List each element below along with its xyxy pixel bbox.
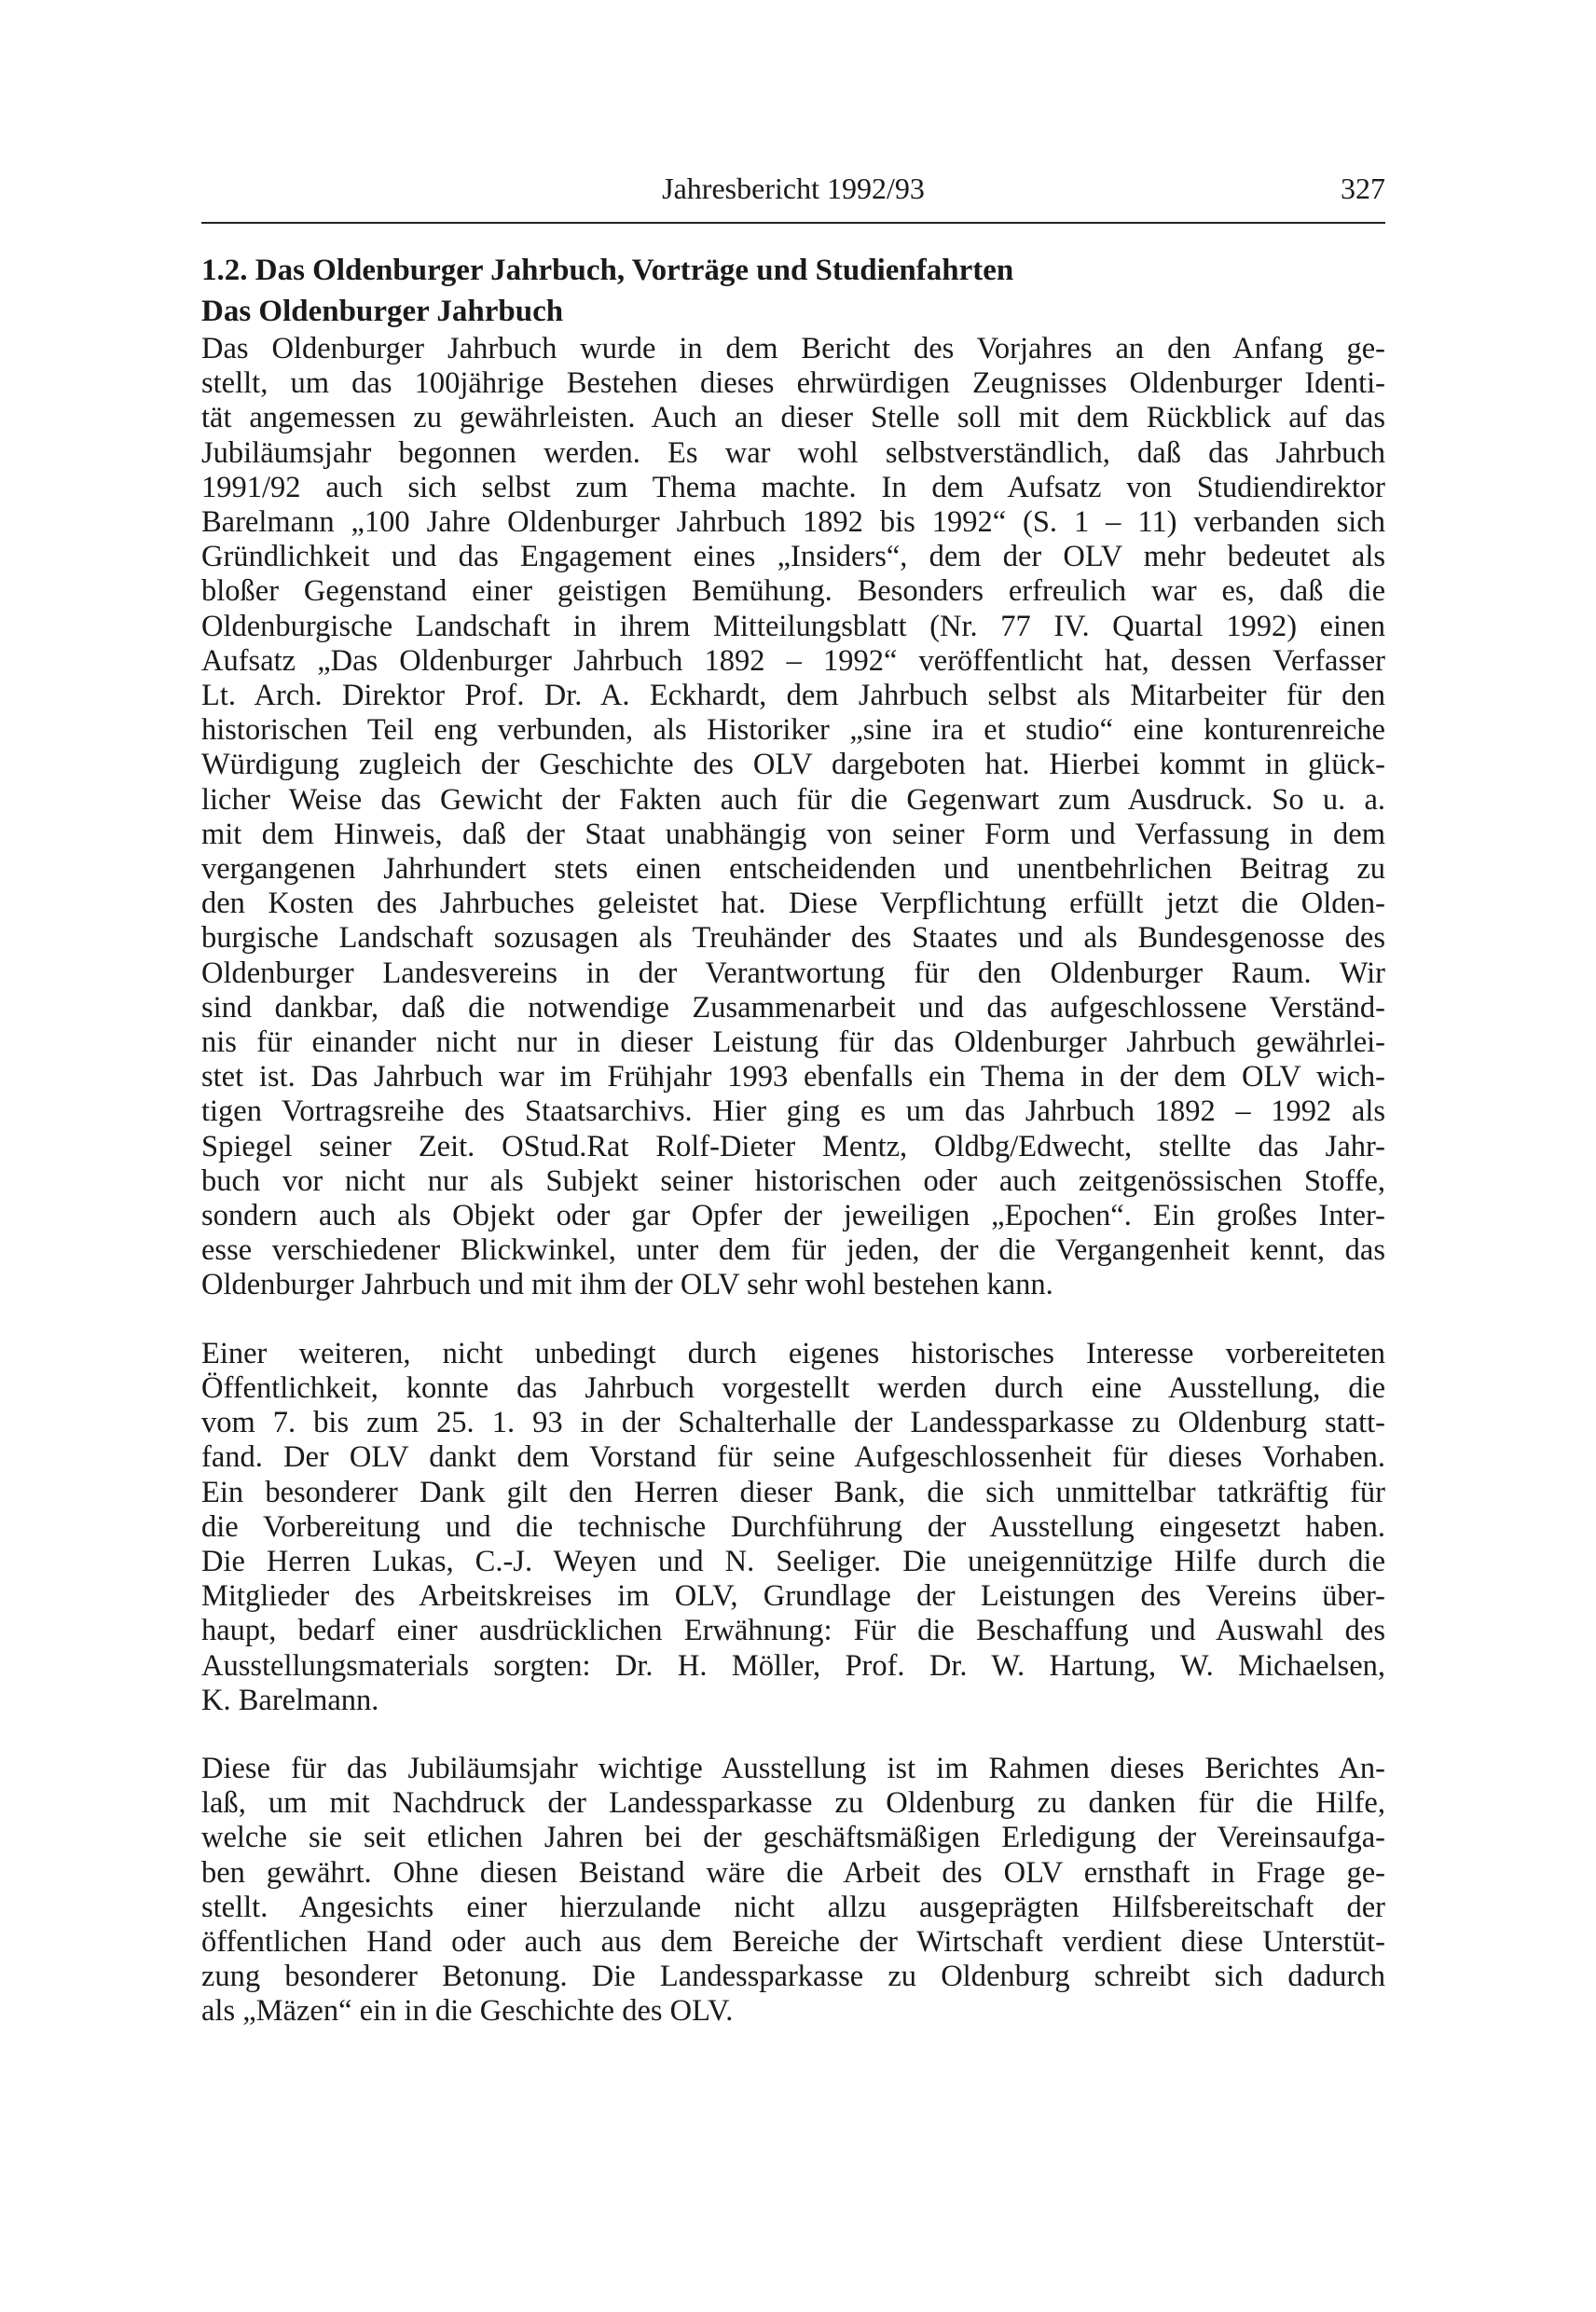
body-paragraph (201, 332, 1385, 1303)
text-line: historischen Teil eng verbunden, als Historiker „sine ira et studio“ eine konturenreiche (201, 713, 1385, 748)
text-line: haupt, bedarf einer ausdrücklichen Erwähnung: Für die Beschaffung und Auswahl des (201, 1614, 1385, 1648)
text-line: vom 7. bis zum 25. 1. 93 in der Schalterhalle der Landessparkasse zu Oldenburg statt- (201, 1406, 1385, 1440)
text-line: stellt. Angesichts einer hierzulande nicht allzu ausgeprägten Hilfsbereitschaft der (201, 1890, 1385, 1924)
text-line: zung besonderer Betonung. Die Landessparkasse zu Oldenburg schreibt sich dadurch (201, 1960, 1385, 1994)
text-line: die Vorbereitung und die technische Durchführung der Ausstellung eingesetzt haben. (201, 1509, 1385, 1544)
text-line: Barelmann „100 Jahre Oldenburger Jahrbuch 1892 bis 1992“ (S. 1 – 11) verbanden sich (201, 505, 1385, 540)
text-line: Lt. Arch. Direktor Prof. Dr. A. Eckhardt, dem Jahrbuch selbst als Mitarbeiter für den (201, 679, 1385, 713)
text-line: als „Mäzen“ ein in die Geschichte des OLV. (201, 1994, 734, 2029)
text-line: K. Barelmann. (201, 1683, 379, 1717)
text-line: nis für einander nicht nur in dieser Leistung für das Oldenburger Jahrbuch gewährlei- (201, 1025, 1385, 1060)
text-line: Einer weiteren, nicht unbedingt durch eigenes historisches Interesse vorbereiteten (201, 1336, 1385, 1370)
text-line: Würdigung zugleich der Geschichte des OLV dargeboten hat. Hierbei kommt in glück- (201, 748, 1385, 782)
text-line: Mitglieder des Arbeitskreises im OLV, Grundlage der Leistungen des Vereins über- (201, 1579, 1385, 1614)
text-line: Jubiläumsjahr begonnen werden. Es war wohl selbstverständlich, daß das Jahrbuch (201, 435, 1385, 470)
text-line: sondern auch als Objekt oder gar Opfer der jeweiligen „Epochen“. Ein großes Inter- (201, 1199, 1385, 1233)
text-line: Öffentlichkeit, konnte das Jahrbuch vorgestellt werden durch eine Ausstellung, die (201, 1370, 1385, 1405)
text-line: esse verschiedener Blickwinkel, unter dem für jeden, der die Vergangenheit kennt, das (201, 1233, 1385, 1268)
section-subheading: Das Oldenburger Jahrbuch (201, 295, 564, 328)
text-line: Aufsatz „Das Oldenburger Jahrbuch 1892 – 1992“ veröffentlicht hat, dessen Verfasser (201, 643, 1385, 678)
text-line: Ein besonderer Dank gilt den Herren dieser Bank, die sich unmittelbar tatkräftig für (201, 1475, 1385, 1509)
text-line: stellt, um das 100jährige Bestehen dieses ehrwürdigen Zeugnisses Oldenburger Identi- (201, 366, 1385, 401)
text-line: laß, um mit Nachdruck der Landessparkasse zu Oldenburg zu danken für die Hilfe, (201, 1786, 1385, 1821)
text-line: burgische Landschaft sozusagen als Treuhänder des Staates und als Bundesgenosse des (201, 921, 1385, 956)
text-line: 1991/92 auch sich selbst zum Thema machte. In dem Aufsatz von Studiendirektor (201, 470, 1385, 504)
text-line: stet ist. Das Jahrbuch war im Frühjahr 1993 ebenfalls ein Thema in der dem OLV wich- (201, 1060, 1385, 1094)
header-rule (201, 222, 1385, 224)
text-line: welche sie seit etlichen Jahren bei der geschäftsmäßigen Erledigung der Vereinsaufga- (201, 1821, 1385, 1855)
text-line: tigen Vortragsreihe des Staatsarchivs. Hier ging es um das Jahrbuch 1892 – 1992 als (201, 1094, 1385, 1129)
text-line: den Kosten des Jahrbuches geleistet hat. Diese Verpflichtung erfüllt jetzt die Olden- (201, 887, 1385, 921)
text-line: tät angemessen zu gewährleisten. Auch an dieser Stelle soll mit dem Rückblick auf das (201, 401, 1385, 435)
text-line: fand. Der OLV dankt dem Vorstand für seine Aufgeschlossenheit für dieses Vorhaben. (201, 1440, 1385, 1475)
running-title: Jahresbericht 1992/93 (662, 172, 925, 205)
text-line: Oldenburgische Landschaft in ihrem Mitteilungsblatt (Nr. 77 IV. Quartal 1992) einen (201, 609, 1385, 643)
text-line: vergangenen Jahrhundert stets einen entscheidenden und unentbehrlichen Beitrag zu (201, 852, 1385, 887)
section-heading: 1.2. Das Oldenburger Jahrbuch, Vorträge und Studienfahrten (201, 254, 1014, 287)
page-body (201, 250, 1385, 2030)
text-line: bloßer Gegenstand einer geistigen Bemühung. Besonders erfreulich war es, daß die (201, 574, 1385, 609)
body-paragraph (201, 1337, 1385, 1718)
text-line: Spiegel seiner Zeit. OStud.Rat Rolf-Dieter Mentz, Oldbg/Edwecht, stellte das Jahr- (201, 1129, 1385, 1163)
text-line: Gründlichkeit und das Engagement eines „Insiders“, dem der OLV mehr bedeutet als (201, 540, 1385, 574)
page-number: 327 (1341, 172, 1385, 205)
text-line: Diese für das Jubiläumsjahr wichtige Ausstellung ist im Rahmen dieses Berichtes An- (201, 1751, 1385, 1785)
text-line: öffentlichen Hand oder auch aus dem Bereiche der Wirtschaft verdient diese Unterstüt- (201, 1924, 1385, 1959)
text-line: ben gewährt. Ohne diesen Beistand wäre die Arbeit des OLV ernsthaft in Frage ge- (201, 1855, 1385, 1890)
text-line: buch vor nicht nur als Subjekt seiner historischen oder auch zeitgenössischen Stoffe, (201, 1163, 1385, 1198)
text-line: Oldenburger Landesvereins in der Verantwortung für den Oldenburger Raum. Wir (201, 956, 1385, 990)
text-line: Die Herren Lukas, C.-J. Weyen und N. Seeliger. Die uneigennützige Hilfe durch die (201, 1544, 1385, 1578)
text-line: Das Oldenburger Jahrbuch wurde in dem Bericht des Vorjahres an den Anfang ge- (201, 332, 1385, 365)
text-line: licher Weise das Gewicht der Fakten auch für die Gegenwart zum Ausdruck. So u. a. (201, 782, 1385, 817)
text-line: Ausstellungsmaterials sorgten: Dr. H. Möller, Prof. Dr. W. Hartung, W. Michaelsen, (201, 1648, 1385, 1683)
text-line: sind dankbar, daß die notwendige Zusammenarbeit und das aufgeschlossene Verständ- (201, 990, 1385, 1025)
text-line: Oldenburger Jahrbuch und mit ihm der OLV sehr wohl bestehen kann. (201, 1268, 1053, 1302)
paragraph-container (201, 332, 1385, 2030)
running-header (201, 166, 1385, 218)
text-line: mit dem Hinweis, daß der Staat unabhängig von seiner Form und Verfassung in dem (201, 817, 1385, 851)
body-paragraph (201, 1752, 1385, 2030)
